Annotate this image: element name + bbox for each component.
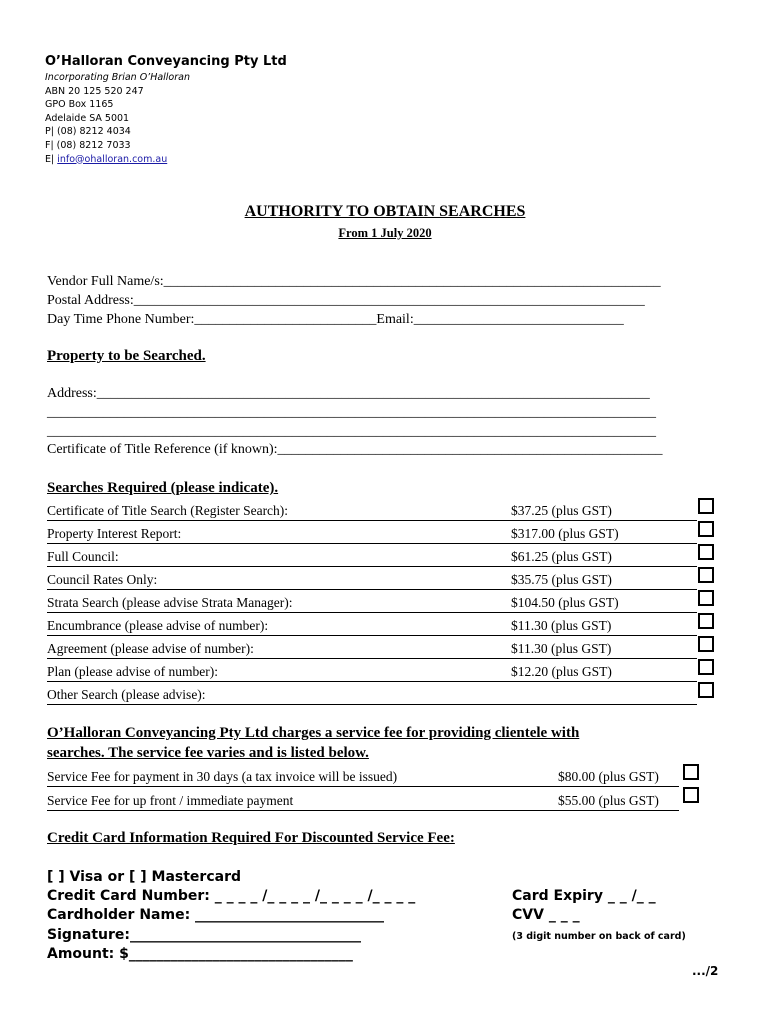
search-row-property-interest: [47, 523, 697, 544]
service-fee-row-upfront: [47, 790, 679, 811]
fax-line: F| (08) 8212 7033: [45, 139, 131, 151]
email-link[interactable]: info@ohalloran.com.au: [57, 153, 168, 165]
search-label: Council Rates Only:: [47, 572, 158, 587]
card-number-field[interactable]: Credit Card Number: _ _ _ _ /_ _ _ _ /_ _ _ _ /_ _ _ _: [47, 888, 416, 904]
service-fee-label: Service Fee for payment in 30 days (a tax invoice will be issued): [47, 769, 398, 784]
search-row-plan: [47, 661, 697, 682]
email-prefix: E|: [45, 153, 58, 165]
search-label: Property Interest Report:: [47, 526, 182, 541]
service-fee-heading-line-1: O’Halloran Conveyancing Pty Ltd charges a service fee for providing clientele with: [47, 725, 580, 741]
search-label: Encumbrance (please advise of number):: [47, 618, 269, 633]
card-type-options[interactable]: [ ] Visa or [ ] Mastercard: [47, 869, 242, 885]
search-price: $61.25 (plus GST): [511, 549, 612, 564]
search-price: $37.25 (plus GST): [511, 503, 612, 518]
search-price: $35.75 (plus GST): [511, 572, 612, 587]
vendor-name-field[interactable]: Vendor Full Name/s:_______________________________________________________________________: [47, 274, 661, 289]
search-checkbox-full-council[interactable]: [698, 544, 714, 560]
search-price: $11.30 (plus GST): [511, 618, 612, 633]
search-label: Plan (please advise of number):: [47, 664, 218, 679]
search-checkbox-other[interactable]: [698, 682, 714, 698]
search-row-strata: [47, 592, 697, 613]
search-label: Agreement (please advise of number):: [47, 641, 254, 656]
page-continuation-marker: .../2: [692, 964, 719, 978]
service-fee-label: Service Fee for up front / immediate payment: [47, 793, 294, 808]
search-checkbox-agreement[interactable]: [698, 636, 714, 652]
cardholder-name-field[interactable]: Cardholder Name: ___________________________: [47, 907, 385, 923]
letterhead: [45, 53, 445, 166]
title-reference-field[interactable]: Certificate of Title Reference (if known):_______________________________________________________: [47, 442, 663, 457]
card-expiry-field[interactable]: Card Expiry _ _ /_ _: [512, 888, 656, 904]
search-price: $12.20 (plus GST): [511, 664, 612, 679]
search-price: $317.00 (plus GST): [511, 526, 619, 541]
property-address-line-2[interactable]: _______________________________________________________________________________________: [47, 405, 656, 420]
service-fee-row-30-days: [47, 766, 679, 787]
search-label: Other Search (please advise):: [47, 687, 206, 702]
search-checkbox-strata[interactable]: [698, 590, 714, 606]
search-checkbox-plan[interactable]: [698, 659, 714, 675]
incorporating-line: Incorporating Brian O’Halloran: [45, 72, 190, 83]
search-checkbox-title[interactable]: [698, 498, 714, 514]
search-checkbox-encumbrance[interactable]: [698, 613, 714, 629]
property-address-line-3[interactable]: _______________________________________________________________________________________: [47, 424, 656, 439]
property-heading: Property to be Searched.: [47, 348, 206, 364]
service-fee-checkbox-upfront[interactable]: [683, 787, 699, 803]
city-line: Adelaide SA 5001: [45, 112, 130, 124]
phone-email-field[interactable]: Day Time Phone Number:__________________________Email:______________________________: [47, 312, 624, 327]
email-line: [45, 153, 445, 167]
form-subtitle: From 1 July 2020: [338, 226, 432, 240]
amount-field[interactable]: Amount: $________________________________: [47, 946, 353, 962]
search-price: $104.50 (plus GST): [511, 595, 619, 610]
service-fee-heading-line-2: searches. The service fee varies and is listed below.: [47, 745, 369, 761]
property-address-field[interactable]: Address:_______________________________________________________________________________: [47, 386, 650, 401]
service-fee-price: $80.00 (plus GST): [558, 769, 659, 784]
service-fee-checkbox-30-days[interactable]: [683, 764, 699, 780]
search-price: $11.30 (plus GST): [511, 641, 612, 656]
phone-line: P| (08) 8212 4034: [45, 126, 131, 138]
credit-card-heading: Credit Card Information Required For Discounted Service Fee:: [47, 830, 455, 846]
postal-address-field[interactable]: Postal Address:_________________________________________________________________________: [47, 293, 645, 308]
search-checkbox-council-rates[interactable]: [698, 567, 714, 583]
search-row-other: [47, 684, 697, 705]
search-label: Strata Search (please advise Strata Manager):: [47, 595, 293, 610]
search-checkbox-property-interest[interactable]: [698, 521, 714, 537]
company-name: O’Halloran Conveyancing Pty Ltd: [45, 54, 287, 69]
signature-field[interactable]: Signature:_________________________________: [47, 927, 361, 943]
search-row-council-rates: [47, 569, 697, 590]
cvv-field[interactable]: CVV _ _ _: [512, 907, 580, 923]
cvv-note: (3 digit number on back of card): [512, 931, 686, 942]
search-label: Certificate of Title Search (Register Search):: [47, 503, 289, 518]
searches-heading: Searches Required (please indicate).: [47, 480, 279, 496]
form-title: AUTHORITY TO OBTAIN SEARCHES: [244, 203, 526, 220]
search-row-title: [47, 500, 697, 521]
po-box-line: GPO Box 1165: [45, 99, 114, 111]
search-row-encumbrance: [47, 615, 697, 636]
service-fee-price: $55.00 (plus GST): [558, 793, 659, 808]
abn-line: ABN 20 125 520 247: [45, 85, 144, 97]
search-row-full-council: [47, 546, 697, 567]
search-row-agreement: [47, 638, 697, 659]
search-label: Full Council:: [47, 549, 119, 564]
